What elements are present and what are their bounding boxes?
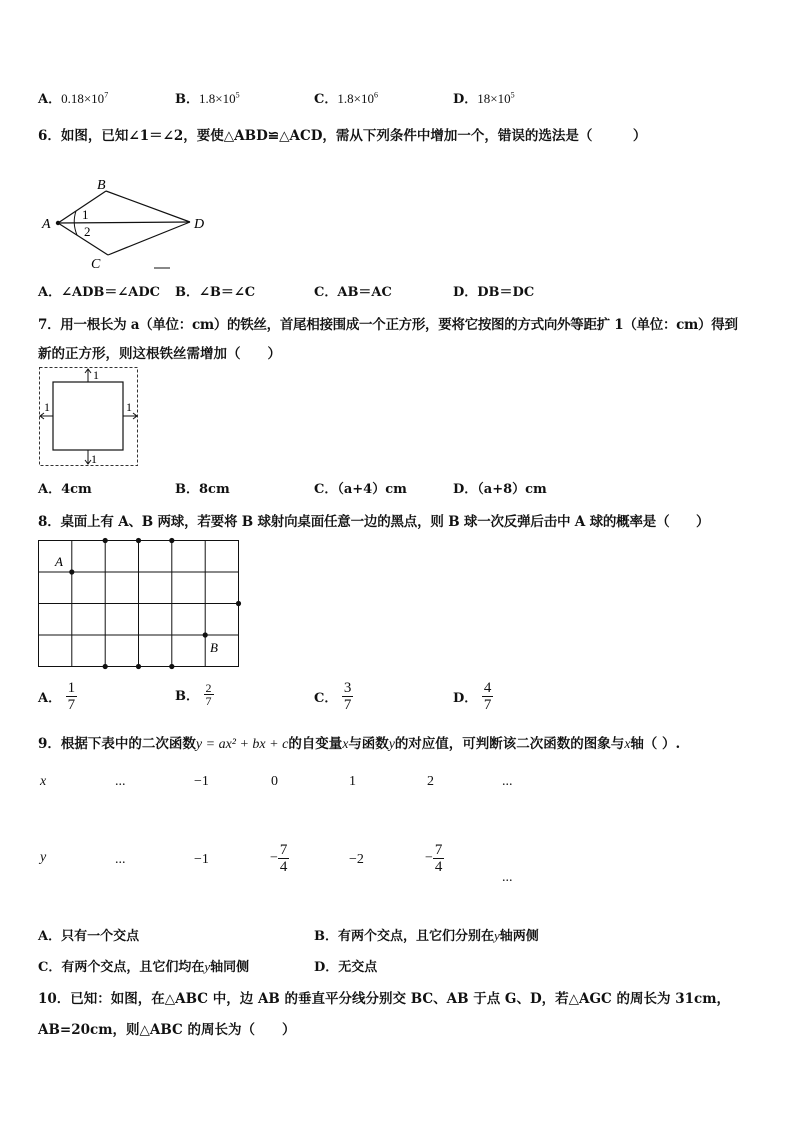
q5-option-a: A．$0.18\times 10^7$ [38, 90, 109, 107]
q8-option-a: A． $\frac{1}{7}$ [38, 680, 76, 713]
q8-ball-a [69, 569, 74, 574]
q6-option-d: D．DB＝DC [453, 285, 535, 300]
q8-dot [103, 538, 108, 543]
q5-option-b: B．$1.8\times 10^5$ [175, 90, 240, 107]
q7-figure [38, 366, 140, 468]
q7-question-line1: 7．用一根长为 a（单位：cm）的铁丝，首尾相接围成一个正方形，要将它按图的方式向外等距扩 1（单位：cm）得到 [38, 317, 738, 333]
q6-figure [36, 174, 226, 274]
q8-dot [136, 664, 141, 669]
q8-dot [103, 664, 108, 669]
q7-option-a: A．4cm [38, 482, 92, 497]
q8-dot [136, 538, 141, 543]
q9-table-y-cell: − $\frac{7}{4}$ [425, 842, 443, 875]
q9-option-d: D．无交点 [314, 960, 378, 975]
q5-option-c: C．$1.8\times 10^6$ [314, 90, 378, 107]
q9-option-b: B．有两个交点，且它们分别在y轴两侧 [314, 928, 539, 944]
q7-label-top: 1 [93, 368, 99, 382]
q9-table-x-cell: 1 [349, 774, 356, 789]
q8-option-c: C． $\frac{3}{7}$ [314, 680, 352, 713]
q6-label-a: A [42, 217, 51, 232]
q9-table-y-cell: −2 [349, 852, 364, 867]
q9-table-x-cell: −1 [194, 774, 209, 789]
q6-question-text: 6．如图，已知∠1＝∠2，要使△ABD≌△ACD，需从下列条件中增加一个，错误的选法是（ ） [38, 128, 647, 144]
q9-table-x-cell: 0 [271, 774, 278, 789]
q6-label-d: D [194, 217, 205, 232]
q6-label-2: 2 [84, 224, 91, 239]
q7-option-b: B．8cm [175, 482, 230, 497]
q10-question-line1: 10．已知：如图，在△ABC 中，边 AB 的垂直平分线分别交 BC、AB 于点 G、D，若△AGC 的周长为 31cm， [38, 991, 730, 1007]
q9-table-x-label: x [40, 774, 47, 789]
q8-dot [169, 538, 174, 543]
q8-option-d: D． $\frac{4}{7}$ [453, 680, 492, 713]
q9-question-text: 9．根据下表中的二次函数y = ax² + bx + c的自变量x与函数y的对应值，可判断该二次函数的图象与x轴（ ）. [38, 736, 681, 752]
q9-table-y-label: y [40, 850, 47, 865]
q6-label-1: 1 [82, 207, 89, 222]
q9-table-y-cell: −1 [194, 852, 209, 867]
q9-table-x-cell: 2 [427, 774, 434, 789]
q7-label-bottom: 1 [91, 452, 97, 466]
q9-table-x-cell: ... [502, 774, 513, 789]
q7-label-left: 1 [44, 400, 50, 414]
q7-label-right: 1 [126, 400, 132, 414]
q6-option-b: B．∠B＝∠C [175, 285, 256, 300]
q10-question-line2: AB=20cm，则△ABC 的周长为（ ） [38, 1022, 296, 1038]
q9-table-y-cell: ... [115, 852, 126, 867]
q8-label-a: A [55, 554, 63, 569]
q6-label-b: B [97, 178, 106, 193]
q8-label-b: B [210, 640, 218, 655]
q7-option-d: D．（a+8）cm [453, 482, 547, 497]
q6-option-c: C．AB＝AC [314, 285, 392, 300]
q9-option-a: A．只有一个交点 [38, 929, 140, 944]
q5-option-d: D．$18\times 10^5$ [453, 90, 515, 107]
q9-table-y-cell: ... [502, 870, 513, 885]
q8-ball-b [203, 632, 208, 637]
q6-label-c: C [91, 257, 101, 272]
q8-dot [236, 601, 241, 606]
q9-option-c: C．有两个交点，且它们均在y轴同侧 [38, 959, 250, 975]
q9-table-x-cell: ... [115, 774, 126, 789]
q7-option-c: C．（a+4）cm [314, 482, 407, 497]
q8-option-b: B． $\frac{2}{7}$ [175, 681, 212, 708]
q8-table-grid [36, 536, 246, 672]
q9-table-y-cell: − $\frac{7}{4}$ [270, 842, 288, 875]
q6-option-a: A．∠ADB＝∠ADC [38, 285, 160, 300]
q8-question-text: 8．桌面上有 A、B 两球，若要将 B 球射向桌面任意一边的黑点，则 B 球一次反弹后击中 A 球的概率是（ ） [38, 514, 710, 530]
q8-dot [169, 664, 174, 669]
q7-question-line2: 新的正方形，则这根铁丝需增加（ ） [38, 346, 281, 362]
